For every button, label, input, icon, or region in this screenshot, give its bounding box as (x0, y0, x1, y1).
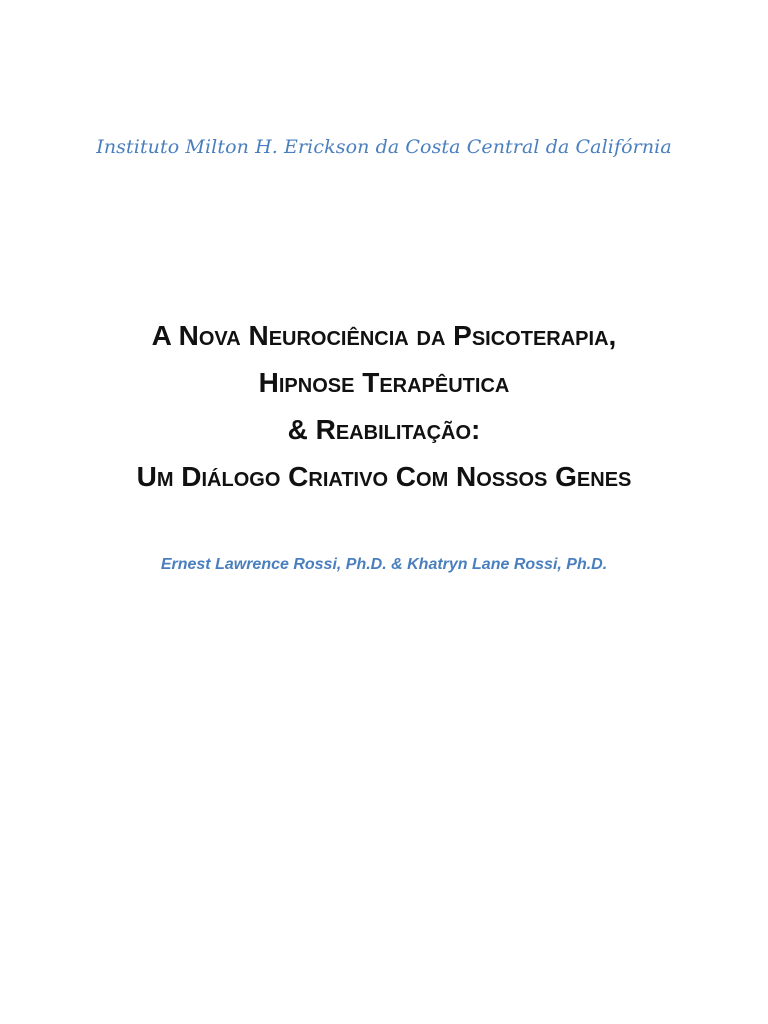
authors-line: Ernest Lawrence Rossi, Ph.D. & Khatryn Lane Rossi, Ph.D. (160, 556, 608, 573)
title-line-2: Hipnose Terapêutica (258, 367, 510, 398)
institute-name: Instituto Milton H. Erickson da Costa Central da Califórnia (96, 136, 672, 158)
title-line-3: & Reabilitação: (287, 414, 481, 445)
title-line-4: Um Diálogo Criativo Com Nossos Genes (136, 461, 632, 492)
document-title (0, 312, 768, 500)
title-line-1: A Nova Neurociência da Psicoterapia, (151, 320, 617, 351)
